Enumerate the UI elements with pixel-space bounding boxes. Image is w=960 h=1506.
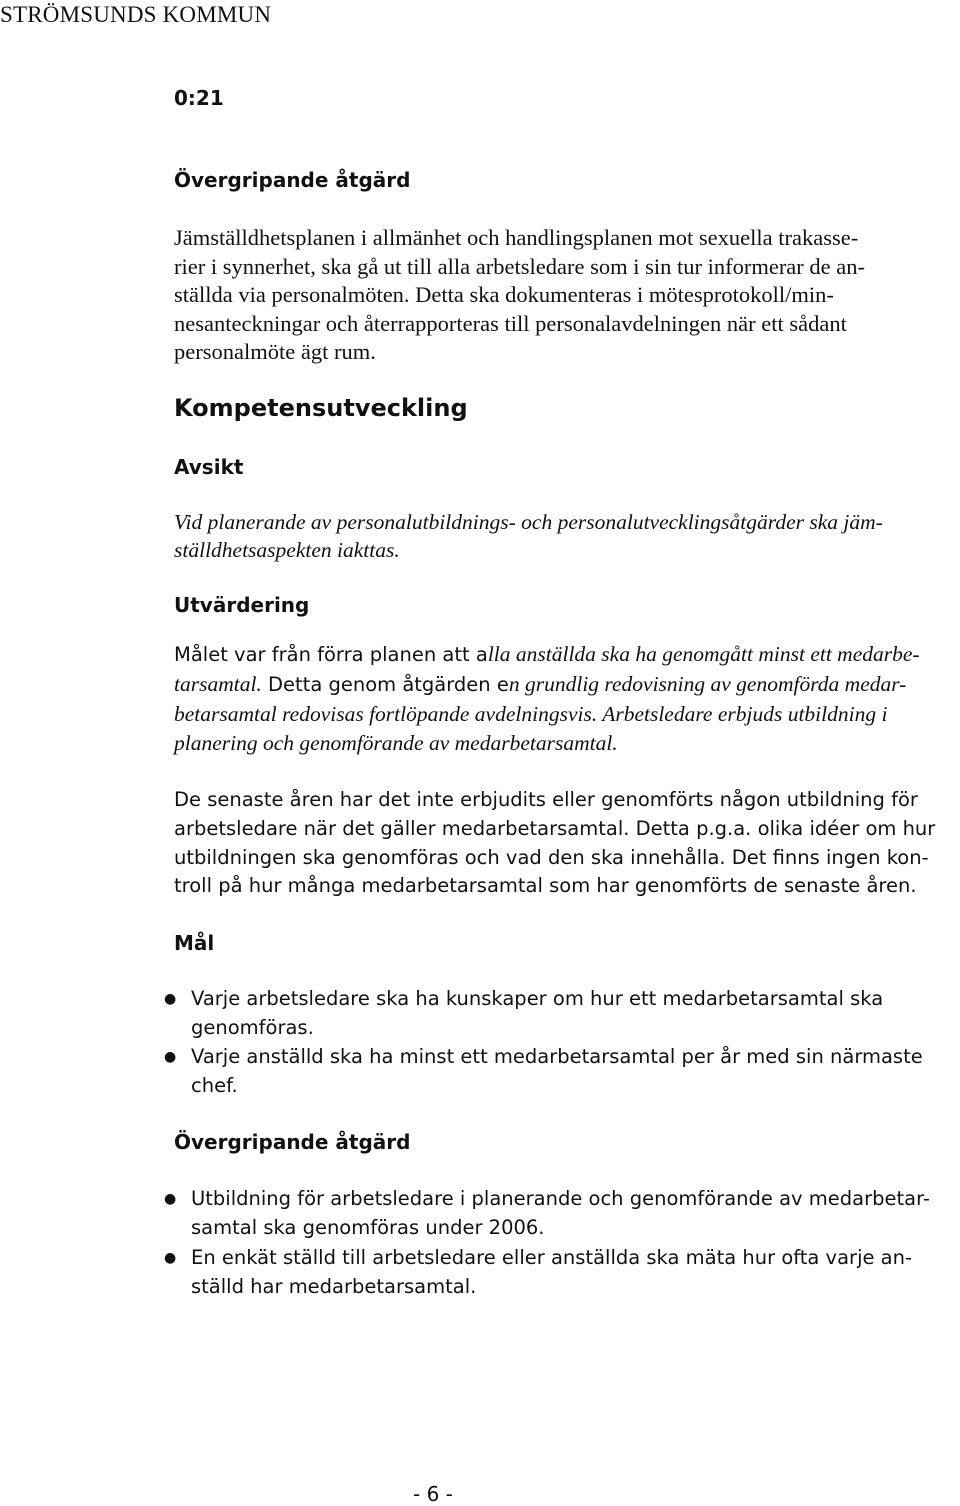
list-item: Varje arbetsledare ska ha kunskaper om hur ett medarbetarsamtal ska genomföras. (191, 987, 884, 1039)
paragraph-line: utbildningen ska genomföras och vad den ska innehålla. Det finns ingen kon- (174, 845, 929, 869)
paragraph-line: ställda via personalmöten. Detta ska dokumenteras i mötesprotokoll/min- (174, 282, 834, 307)
paragraph-utvardering (174, 640, 960, 758)
list-item: Utbildning för arbetsledare i planerande och genomförande av medarbetar- samtal ska genomföras under 2006. (191, 1187, 930, 1239)
paragraph-avsikt (174, 508, 960, 564)
bullet-icon: ● (164, 991, 177, 1007)
paragraph-line: troll på hur många medarbetarsamtal som har genomförts de senaste åren. (174, 874, 917, 898)
list-item: En enkät ställd till arbetsledare eller anställda ska mäta hur ofta varje an- ställd har medarbetarsamtal. (191, 1246, 913, 1298)
section-heading-overgripande-1: Övergripande åtgärd (174, 168, 411, 192)
section-title-kompetensutveckling: Kompetensutveckling (174, 394, 468, 422)
paragraph-line: nesanteckningar och återrapporteras till personalavdelningen när ett sådant (174, 310, 847, 336)
paragraph-line: Jämställdhetsplanen i allmänhet och handlingsplanen mot sexuella trakasse- (174, 225, 859, 250)
italic-span: Arbetsledare erbjuds utbildning i (597, 701, 888, 726)
paragraph-line: rier i synnerhet, ska gå ut till alla arbetsledare som i sin tur informerar de an- (174, 253, 866, 279)
bullet-icon: ● (164, 1049, 177, 1065)
bullet-icon: ● (164, 1191, 177, 1207)
paragraph-senaste (174, 786, 960, 901)
section-code: 0:21 (174, 86, 224, 110)
organization-header: STRÖMSUNDS KOMMUN (0, 2, 272, 27)
subheading-utvardering: Utvärdering (174, 593, 310, 617)
bullet-icon: ● (164, 1250, 177, 1266)
section-heading-overgripande-2: Övergripande åtgärd (174, 1130, 411, 1154)
paragraph-overgripande-1 (174, 224, 960, 367)
paragraph-line: personalmöte ägt rum. (174, 339, 376, 364)
italic-span: n grundlig redovisning av genomförda medar- (508, 671, 907, 696)
paragraph-line: ställdhetsaspekten iakttas. (174, 538, 400, 562)
subheading-avsikt: Avsikt (174, 455, 244, 479)
paragraph-line: Vid planerande av personalutbildnings- och personalutvecklingsåtgärder ska jäm- (174, 510, 883, 534)
list-item: Varje anställd ska ha minst ett medarbetarsamtal per år med sin närmaste chef. (191, 1045, 923, 1097)
paragraph-line: De senaste åren har det inte erbjudits eller genomförts någon utbildning för (174, 788, 918, 811)
paragraph-line: arbetsledare när det gäller medarbetarsamtal. Detta p.g.a. olika idéer om hur (174, 816, 936, 840)
subheading-mal: Mål (174, 931, 215, 955)
text-span: Detta genom åtgärden e (261, 672, 509, 696)
page-number: - 6 - (413, 1482, 453, 1506)
italic-line: planering och genomförande av medarbetarsamtal. (174, 731, 618, 756)
italic-span: tarsamtal. (174, 671, 262, 696)
text-span: Målet var från förra planen att a (174, 643, 488, 666)
italic-span: lla anställda ska ha genomgått minst ett medarbe- (487, 642, 920, 666)
italic-span: betarsamtal redovisas fortlöpande avdelningsvis. (174, 701, 598, 726)
